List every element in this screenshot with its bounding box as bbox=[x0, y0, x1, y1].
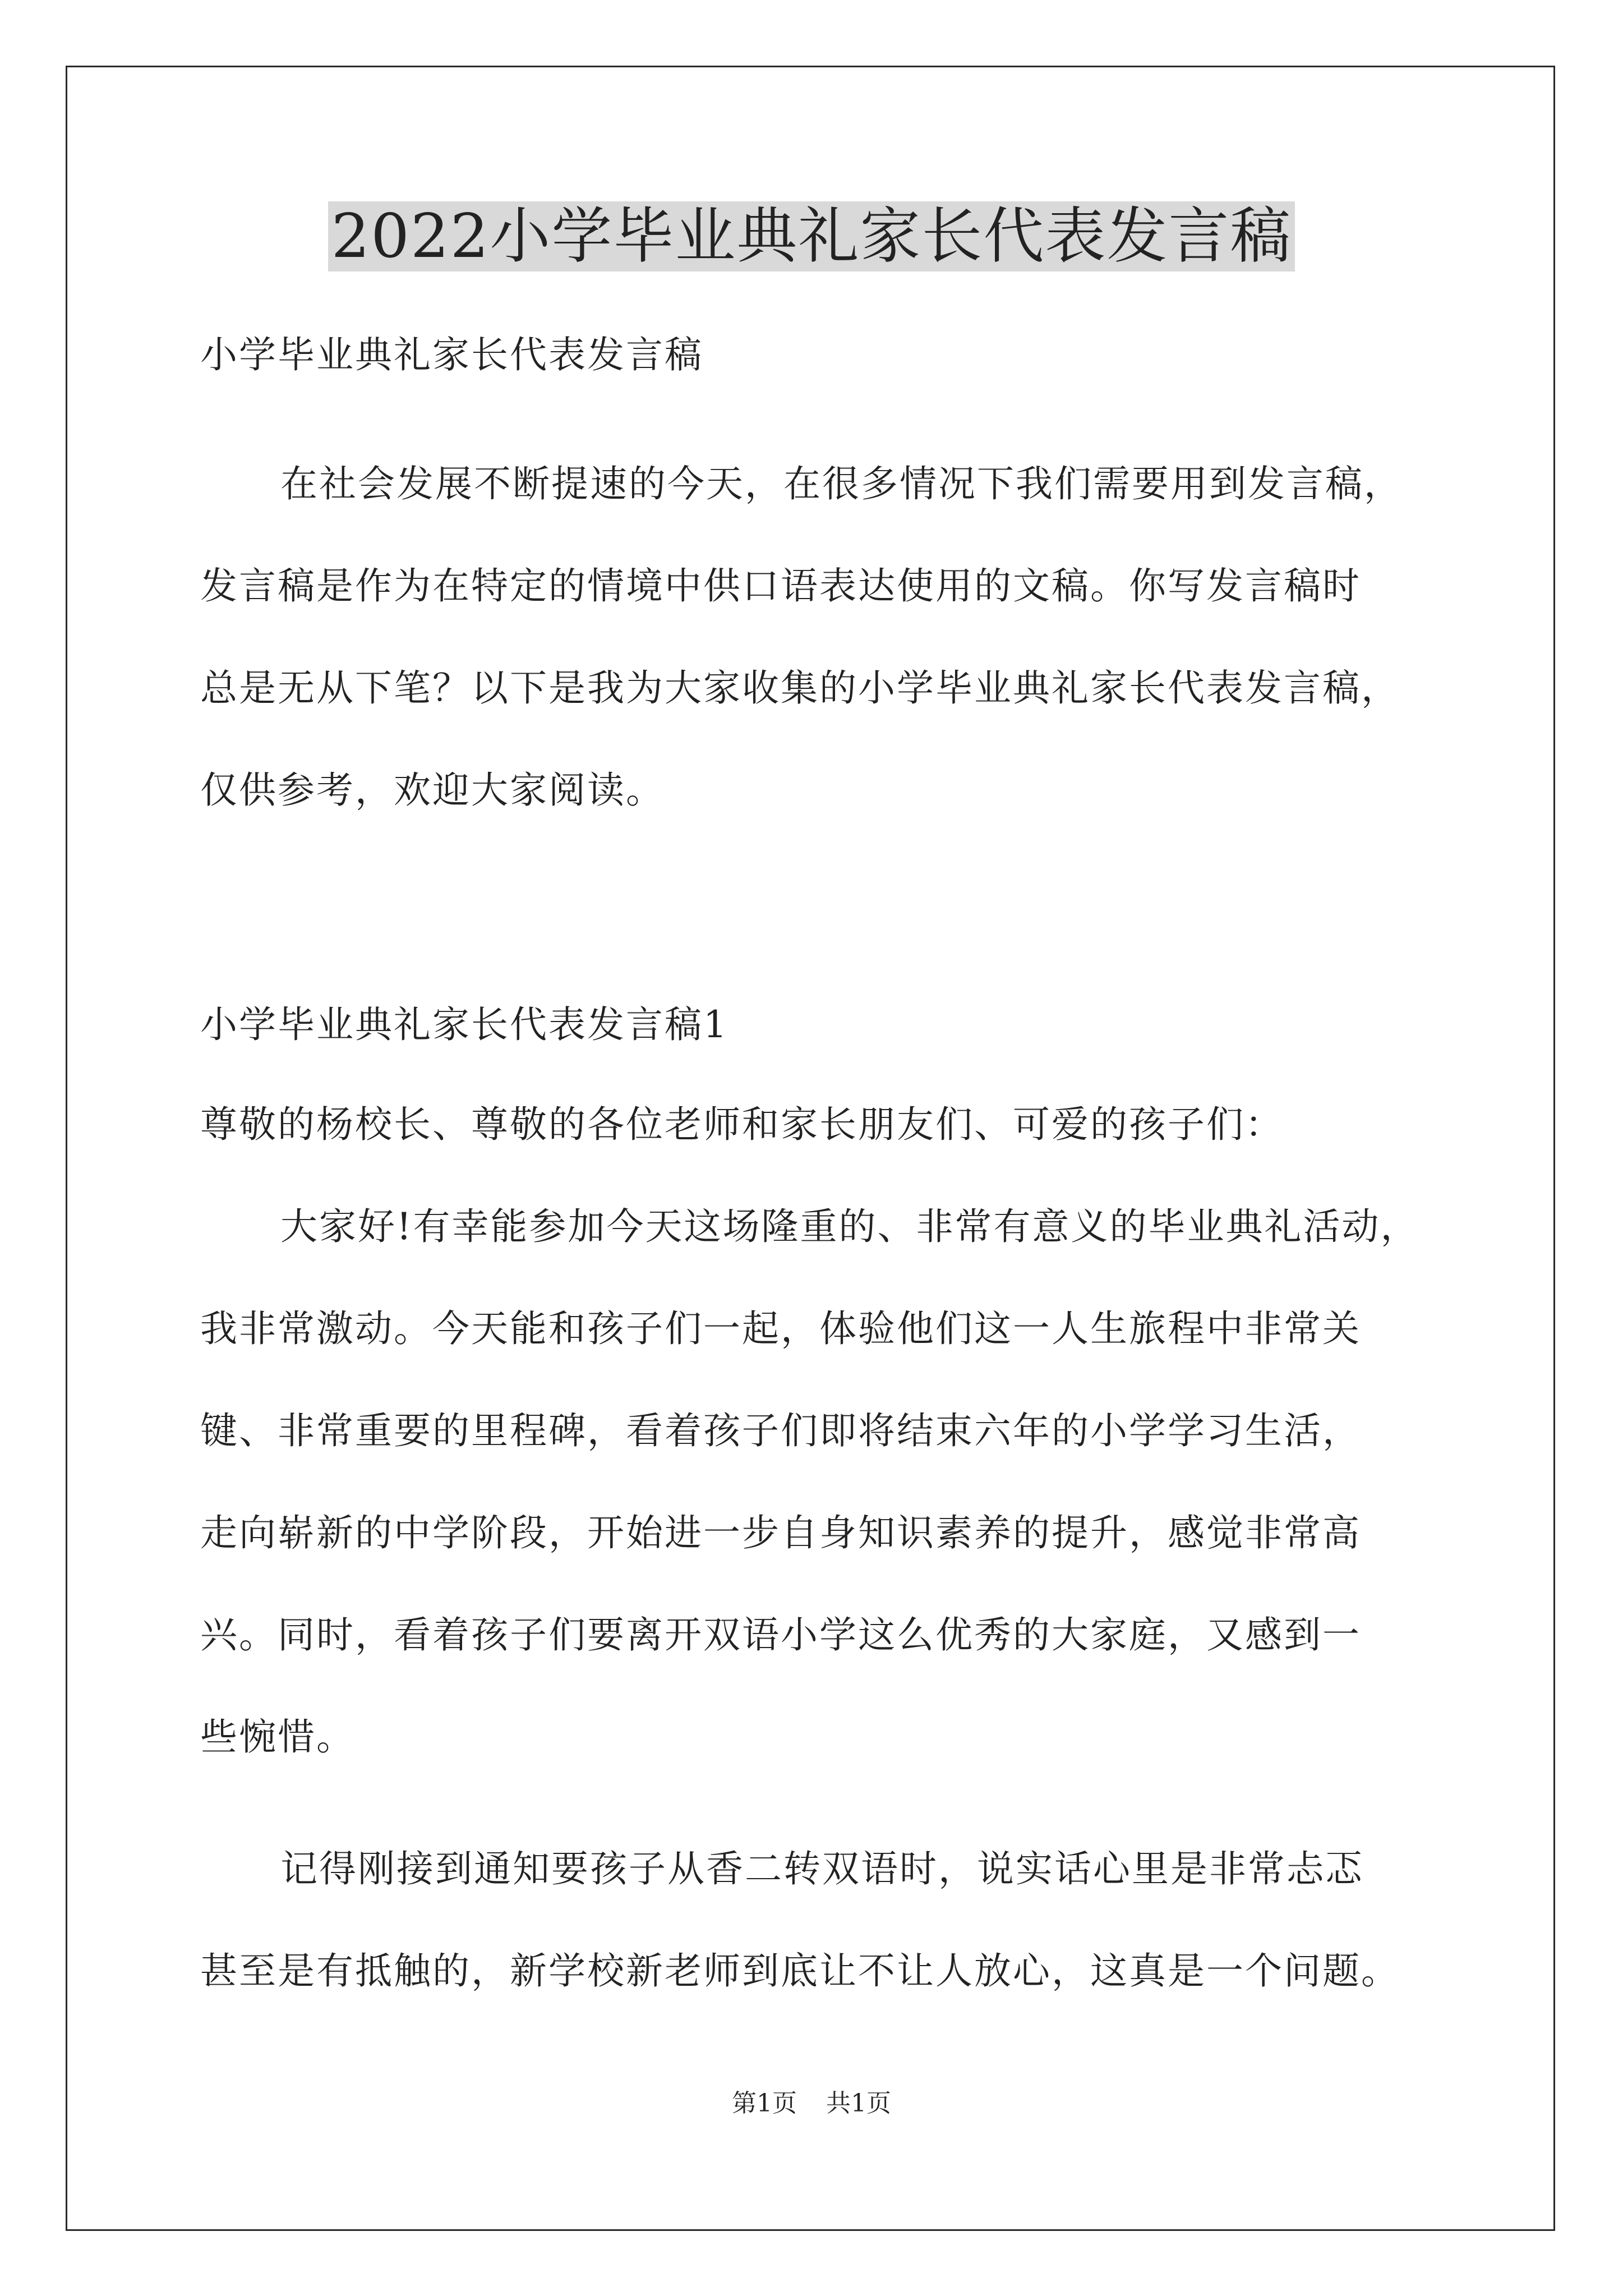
section-heading: 小学毕业典礼家长代表发言稿1 bbox=[200, 1003, 728, 1046]
intro-heading: 小学毕业典礼家长代表发言稿 bbox=[200, 333, 703, 376]
document-title-text: 2022小学毕业典礼家长代表发言稿 bbox=[328, 201, 1295, 272]
paragraph-line: 走向崭新的中学阶段，开始进一步自身知识素养的提升，感觉非常高 bbox=[200, 1511, 1361, 1554]
paragraph-line: 我非常激动。今天能和孩子们一起，体验他们这一人生旅程中非常关 bbox=[200, 1307, 1361, 1350]
paragraph-line: 记得刚接到通知要孩子从香二转双语时，说实话心里是非常忐忑 bbox=[280, 1847, 1364, 1890]
paragraph-line: 兴。同时，看着孩子们要离开双语小学这么优秀的大家庭，又感到一 bbox=[200, 1613, 1361, 1657]
paragraph-line: 大家好!有幸能参加今天这场隆重的、非常有意义的毕业典礼活动， bbox=[280, 1205, 1419, 1248]
paragraph-line: 发言稿是作为在特定的情境中供口语表达使用的文稿。你写发言稿时 bbox=[200, 564, 1361, 608]
paragraph-line: 些惋惜。 bbox=[200, 1715, 355, 1759]
page-footer bbox=[0, 2087, 1623, 2120]
page-number: 第1页 bbox=[732, 2089, 797, 2118]
paragraph-line: 总是无从下笔？以下是我为大家收集的小学毕业典礼家长代表发言稿， bbox=[200, 666, 1400, 710]
paragraph-line: 甚至是有抵触的，新学校新老师到底让不让人放心，这真是一个问题。 bbox=[200, 1949, 1400, 1993]
paragraph-line: 仅供参考，欢迎大家阅读。 bbox=[200, 769, 665, 812]
paragraph-line: 在社会发展不断提速的今天，在很多情况下我们需要用到发言稿， bbox=[280, 462, 1403, 505]
document-title bbox=[0, 197, 1623, 276]
page-total: 共1页 bbox=[826, 2089, 891, 2118]
salutation-line: 尊敬的杨校长、尊敬的各位老师和家长朋友们、可爱的孩子们： bbox=[200, 1103, 1284, 1146]
paragraph-line: 键、非常重要的里程碑，看着孩子们即将结束六年的小学学习生活， bbox=[200, 1409, 1361, 1452]
